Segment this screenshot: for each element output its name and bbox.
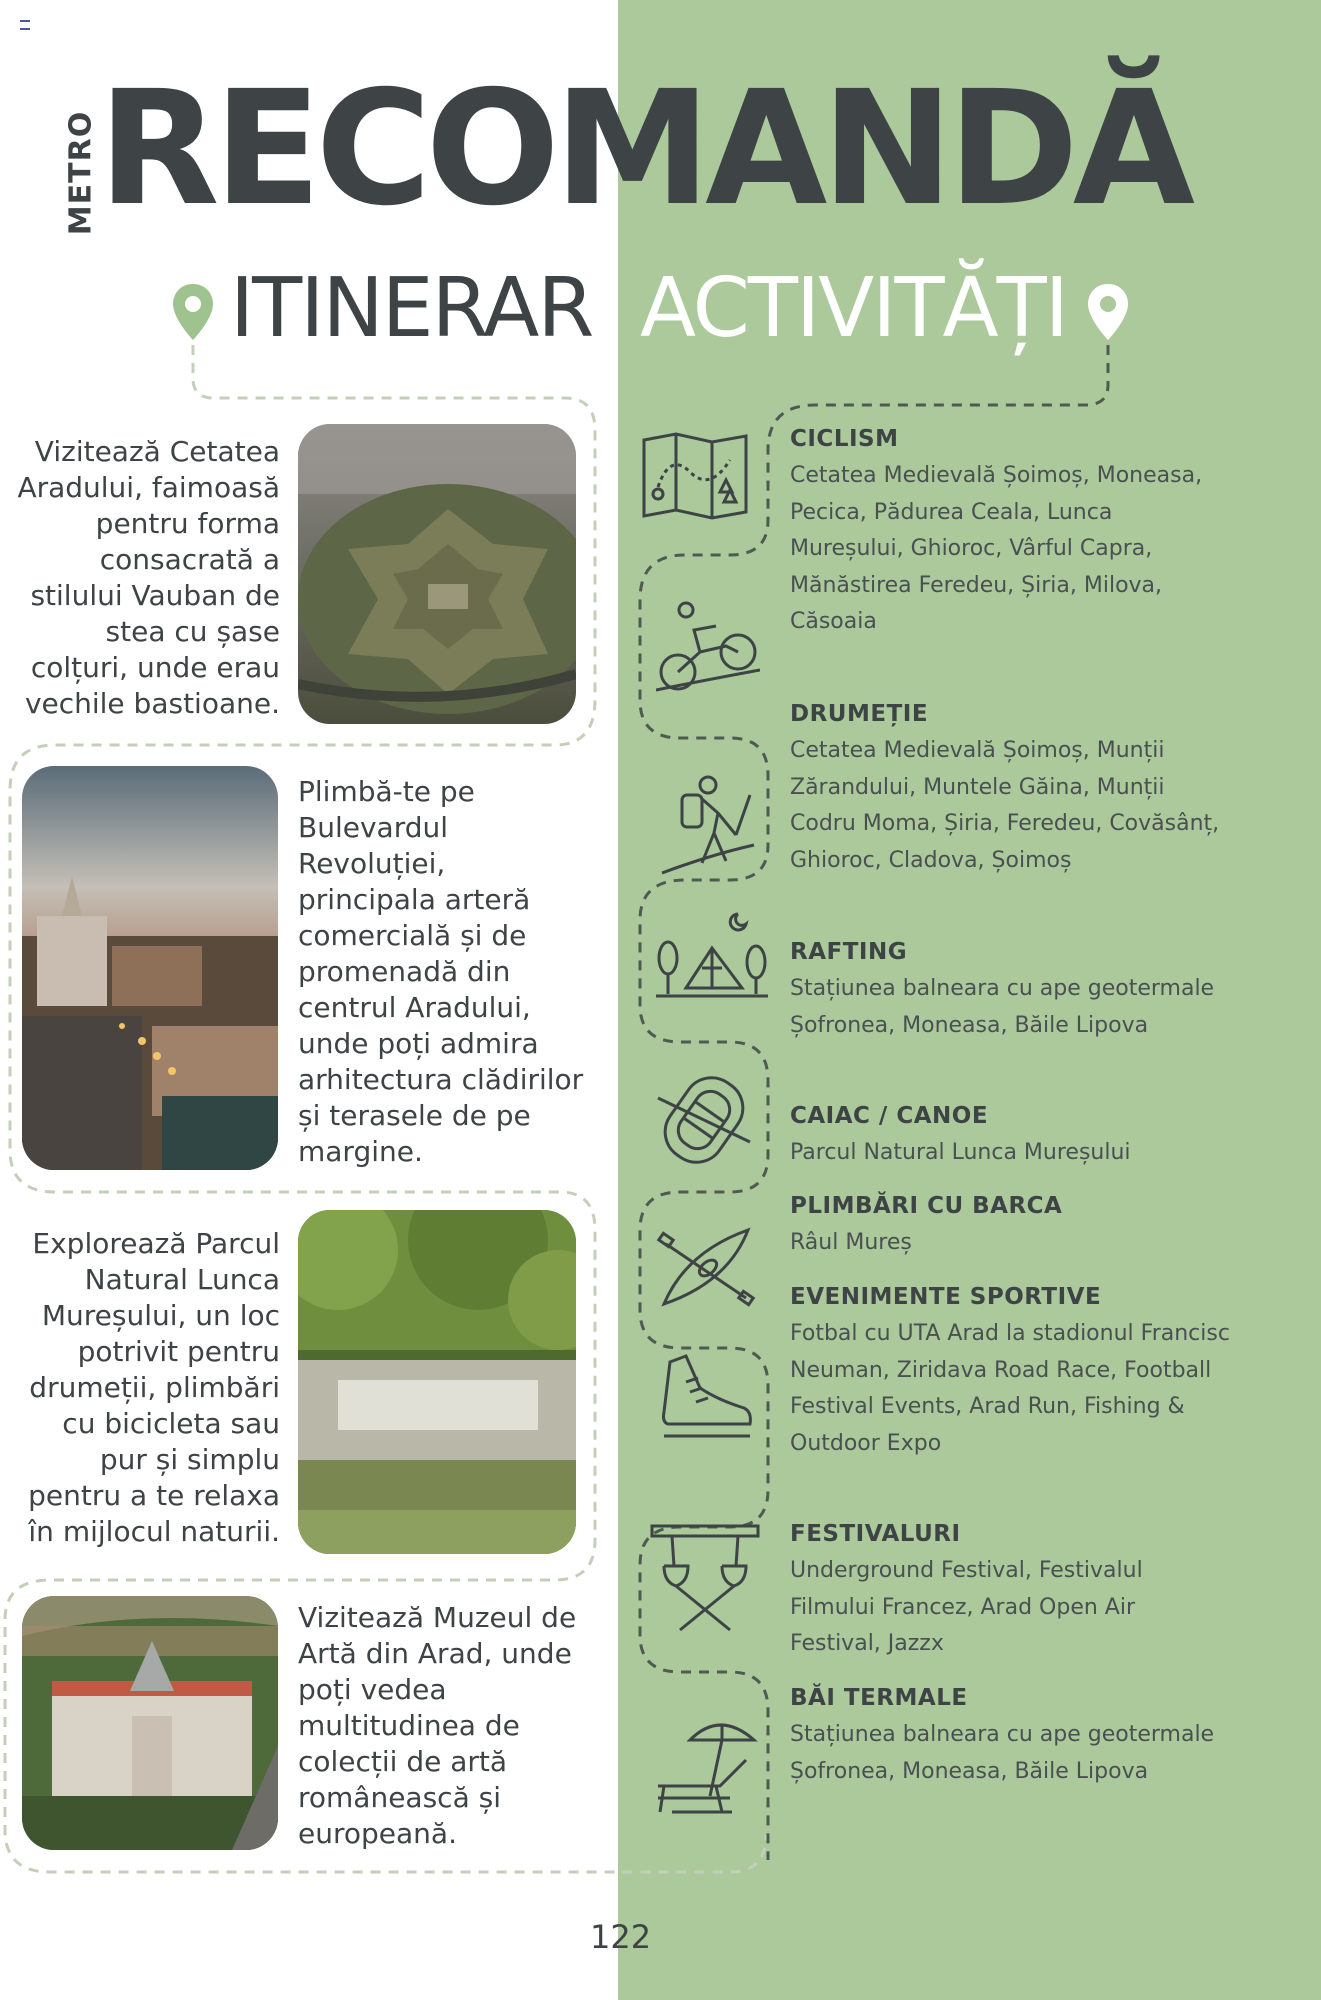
activity-text: Parcul Natural Lunca Mureșului xyxy=(790,1140,1131,1165)
activity-title: PLIMBĂRI CU BARCA xyxy=(790,1193,1063,1219)
beach-chair-icon xyxy=(650,1716,760,1820)
location-pin-icon xyxy=(170,282,216,342)
sneaker-icon xyxy=(656,1352,756,1452)
activity-title: CICLISM xyxy=(790,426,899,452)
activity-evenimente-sportive xyxy=(790,1282,1230,1462)
activity-text: Stațiunea balneara cu ape geotermale Șofronea, Moneasa, Băile Lipova xyxy=(790,1722,1215,1784)
activity-festivaluri xyxy=(790,1519,1230,1663)
activity-caiac-canoe xyxy=(790,1101,1230,1172)
boulevard-city-photo xyxy=(22,766,278,1170)
activity-plimbari-barca xyxy=(790,1191,1230,1262)
brand-label: METRO xyxy=(63,110,99,236)
activity-text: Stațiunea balneara cu ape geotermale Șofronea, Moneasa, Băile Lipova xyxy=(790,976,1215,1038)
map-icon xyxy=(640,432,750,520)
itinerary-text-museum: Vizitează Muzeul de Artă din Arad, unde poți vedea multitudinea de colecții de artă românească și europeană. xyxy=(298,1601,577,1850)
toasting-glasses-icon xyxy=(650,1522,760,1634)
activity-title: BĂI TERMALE xyxy=(790,1685,968,1711)
itinerary-text-park: Explorează Parcul Natural Lunca Mureșului, un loc potrivit pentru drumeții, plimbări cu bicicleta sau pur și simplu pentru a te relaxa în mijlocul naturii. xyxy=(28,1227,280,1548)
activity-text: Cetatea Medievală Șoimoș, Moneasa, Pecica, Pădurea Ceala, Lunca Mureșului, Ghioroc, Vârful Capra, Mănăstirea Feredeu, Șiria, Milova, Căsoaia xyxy=(790,463,1203,634)
itinerary-heading: ITINERAR xyxy=(230,261,593,356)
activity-text: Cetatea Medievală Șoimoș, Munții Zărandului, Muntele Găina, Munții Codru Moma, Șiria, Feredeu, Covăsânț, Ghioroc, Cladova, Șoimoș xyxy=(790,738,1220,873)
activity-title: RAFTING xyxy=(790,939,908,965)
hiker-icon xyxy=(660,775,756,875)
itinerary-text-citadel: Vizitează Cetatea Aradului, faimoasă pentru forma consacrată a stilului Vauban de stea cu șase colțuri, unde erau vechile bastioane. xyxy=(17,435,280,720)
location-pin-icon xyxy=(1085,282,1131,342)
itinerary-text-boulevard: Plimbă-te pe Bulevardul Revoluției, principala arteră comercială și de promenadă din centrul Aradului, unde poți admira arhitectura clădirilor și terasele de pe margine. xyxy=(298,775,584,1168)
activity-text: Underground Festival, Festivalul Filmului Francez, Arad Open Air Festival, Jazzx xyxy=(790,1558,1143,1656)
citadel-aerial-photo xyxy=(298,424,576,724)
activity-drumetie xyxy=(790,699,1230,879)
activity-rafting xyxy=(790,937,1230,1044)
forest-river-photo xyxy=(298,1210,576,1554)
camping-tent-icon xyxy=(656,910,768,1002)
activity-text: Fotbal cu UTA Arad la stadionul Francisc Neuman, Ziridava Road Race, Football Festival Events, Arad Run, Fishing & Outdoor Expo xyxy=(790,1321,1230,1456)
activity-bai-termale xyxy=(790,1683,1230,1790)
raft-icon xyxy=(652,1068,756,1172)
activity-title: CAIAC / CANOE xyxy=(790,1103,989,1129)
activities-heading: ACTIVITĂȚI xyxy=(640,261,1067,356)
activity-title: FESTIVALURI xyxy=(790,1521,961,1547)
activity-ciclism xyxy=(790,424,1230,641)
art-museum-photo xyxy=(22,1596,278,1850)
kayak-icon xyxy=(656,1222,756,1312)
activity-text: Râul Mureș xyxy=(790,1230,912,1255)
page-number: 122 xyxy=(590,1918,652,1956)
menu-mark-icon xyxy=(20,20,30,30)
activity-title: DRUMEȚIE xyxy=(790,701,929,727)
page-title: RECOMANDĂ xyxy=(98,57,1190,241)
cyclist-icon xyxy=(656,600,760,700)
activity-title: EVENIMENTE SPORTIVE xyxy=(790,1284,1102,1310)
